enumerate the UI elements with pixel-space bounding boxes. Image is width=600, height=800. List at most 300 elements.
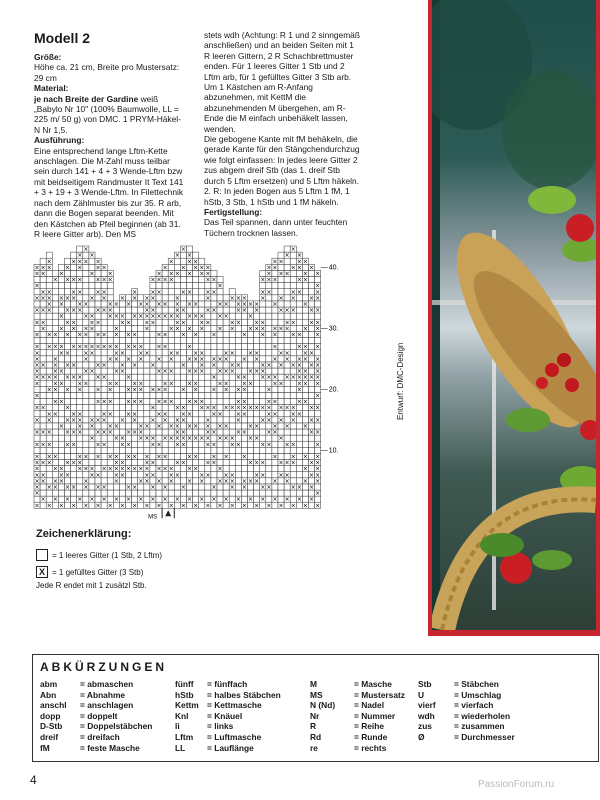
filled-cell-mark: × <box>205 319 211 327</box>
filled-cell-mark: × <box>71 325 77 333</box>
filled-cell-mark: × <box>77 423 83 430</box>
abbreviation-key: li <box>175 721 180 732</box>
chart-cell <box>217 277 223 283</box>
filled-cell-mark: × <box>217 282 223 290</box>
chart-cell <box>144 496 150 502</box>
filled-cell-mark: × <box>205 294 211 302</box>
chart-cell <box>107 490 113 496</box>
chart-cell <box>174 380 180 386</box>
chart-cell <box>223 325 229 331</box>
filled-cell-mark: × <box>315 374 321 382</box>
chart-cell <box>248 417 254 423</box>
filled-cell-mark: × <box>101 429 107 437</box>
chart-cell <box>254 344 260 350</box>
filled-cell-mark: × <box>309 429 315 437</box>
filled-cell-mark: × <box>229 362 235 369</box>
chart-cell <box>266 356 272 362</box>
chart-cell <box>217 338 223 344</box>
chart-cell <box>89 411 95 417</box>
filled-cell-mark: × <box>34 465 40 473</box>
filled-cell-mark: × <box>95 276 101 284</box>
instructions-text-1: stets wdh (Achtung: R 1 und 2 sinngemäß anschließen) und an beiden Seiten mit 1 R leeren Gittern, 2 R Schachbrettmuster enden. Für 1 leeres Gitter 1 Stb und 2 Lftm arb, für 1 gefülltes Gitter 3 Stb arb. Um 1 Kästchen am R-Anfang abzunehmen, mit KettM die abzunehmenden M übergehen, am R-Ende die M einfach unbehäkelt lassen, wenden. <box>204 30 360 134</box>
filled-cell-mark: × <box>119 349 125 357</box>
filled-cell-mark: × <box>229 368 235 376</box>
chart-cell <box>71 453 77 459</box>
filled-cell-mark: × <box>40 288 46 296</box>
filled-cell-mark: × <box>107 465 113 473</box>
chart-cell <box>119 411 125 417</box>
filled-cell-mark: × <box>296 355 302 363</box>
filled-cell-mark: × <box>52 465 58 473</box>
filled-cell-mark: × <box>107 386 113 394</box>
chart-cell <box>83 435 89 441</box>
chart-cell <box>40 283 46 289</box>
filled-cell-mark: × <box>229 435 235 443</box>
abbreviation-entry <box>418 711 515 722</box>
abbreviation-key: abm <box>40 679 58 689</box>
chart-cell <box>71 399 77 405</box>
chart-cell <box>156 325 162 331</box>
filled-cell-mark: × <box>132 429 138 437</box>
chart-cell <box>290 283 296 289</box>
chart-cell <box>168 338 174 344</box>
chart-cell <box>144 344 150 350</box>
chart-cell <box>107 331 113 337</box>
chart-cell <box>58 490 64 496</box>
filled-cell-mark: × <box>254 459 260 467</box>
chart-cell <box>46 319 52 325</box>
chart-cell <box>119 307 125 313</box>
filled-cell-mark: × <box>150 435 156 443</box>
filled-cell-mark: × <box>254 477 260 485</box>
filled-cell-mark: × <box>89 465 95 473</box>
chart-cell <box>168 490 174 496</box>
chart-cell <box>168 417 174 423</box>
chart-cell <box>138 325 144 331</box>
filled-cell-mark: × <box>235 362 241 369</box>
filled-cell-mark: × <box>272 331 278 339</box>
chart-cell <box>290 472 296 478</box>
instructions-column-1 <box>34 52 186 239</box>
filled-cell-mark: × <box>107 355 113 363</box>
filled-cell-mark: × <box>290 374 296 382</box>
filled-cell-mark: × <box>138 386 144 394</box>
filled-cell-mark: × <box>58 477 64 485</box>
chart-cell <box>132 496 138 502</box>
filled-cell-mark: × <box>211 453 217 461</box>
filled-cell-mark: × <box>113 471 119 479</box>
filled-cell-mark: × <box>77 252 83 260</box>
filled-cell-mark: × <box>315 288 321 296</box>
filled-cell-mark: × <box>58 294 64 302</box>
filled-cell-mark: × <box>217 435 223 443</box>
chart-cell <box>217 453 223 459</box>
chart-cell <box>199 289 205 295</box>
chart-cell <box>302 411 308 417</box>
filled-cell-mark: × <box>52 484 58 491</box>
filled-cell-mark: × <box>83 258 89 266</box>
filled-cell-mark: × <box>89 368 95 376</box>
filled-cell-mark: × <box>180 459 186 467</box>
filled-cell-mark: × <box>83 301 89 308</box>
chart-cell <box>260 429 266 435</box>
filled-cell-mark: × <box>34 349 40 357</box>
chart-cell <box>193 252 199 258</box>
filled-cell-mark: × <box>174 294 180 302</box>
filled-cell-mark: × <box>101 294 107 302</box>
filled-cell-mark: × <box>83 453 89 461</box>
abbreviation-key: Kettm <box>175 700 199 711</box>
filled-cell-mark: × <box>162 435 168 443</box>
filled-cell-mark: × <box>71 258 77 266</box>
filled-cell-mark: × <box>168 423 174 430</box>
chart-cell <box>205 331 211 337</box>
filled-cell-mark: × <box>34 362 40 369</box>
filled-cell-mark: × <box>315 270 321 278</box>
filled-cell-mark: × <box>315 368 321 376</box>
filled-cell-mark: × <box>113 435 119 443</box>
chart-cell <box>83 429 89 435</box>
filled-cell-mark: × <box>156 398 162 406</box>
chart-cell <box>168 496 174 502</box>
filled-cell-mark: × <box>223 355 229 363</box>
filled-cell-mark: × <box>83 313 89 321</box>
filled-cell-mark: × <box>309 264 315 272</box>
filled-cell-mark: × <box>168 435 174 443</box>
chart-cell <box>296 466 302 472</box>
filled-cell-mark: × <box>150 313 156 321</box>
filled-cell-mark: × <box>266 288 272 296</box>
filled-cell-mark: × <box>77 258 83 266</box>
chart-cell <box>272 313 278 319</box>
filled-cell-mark: × <box>296 374 302 382</box>
filled-cell-mark: × <box>211 429 217 437</box>
chart-cell <box>132 374 138 380</box>
chart-cell <box>290 356 296 362</box>
filled-cell-mark: × <box>290 404 296 412</box>
filled-cell-mark: × <box>77 331 83 339</box>
chart-cell <box>229 417 235 423</box>
chart-cell <box>284 435 290 441</box>
filled-cell-mark: × <box>174 270 180 278</box>
chart-cell <box>132 447 138 453</box>
filled-cell-mark: × <box>205 307 211 315</box>
filled-cell-mark: × <box>126 331 132 339</box>
filled-cell-mark: × <box>34 441 40 449</box>
filled-cell-mark: × <box>89 325 95 333</box>
filled-cell-mark: × <box>217 477 223 485</box>
filled-cell-mark: × <box>34 270 40 278</box>
filled-cell-mark: × <box>83 325 89 333</box>
chart-cell <box>254 392 260 398</box>
filled-cell-mark: × <box>40 459 46 467</box>
chart-cell <box>95 301 101 307</box>
filled-cell-mark: × <box>187 423 193 430</box>
filled-cell-mark: × <box>46 429 52 437</box>
filled-cell-mark: × <box>89 313 95 321</box>
chart-cell <box>241 441 247 447</box>
chart-cell <box>211 423 217 429</box>
filled-cell-mark: × <box>174 325 180 333</box>
chart-cell <box>138 338 144 344</box>
chart-cell <box>174 344 180 350</box>
chart-cell <box>290 496 296 502</box>
abbreviation-meaning: = Durchmesser <box>454 731 515 742</box>
filled-cell-mark: × <box>119 471 125 479</box>
chart-cell <box>162 478 168 484</box>
filled-cell-mark: × <box>223 380 229 388</box>
chart-cell <box>296 460 302 466</box>
filled-cell-mark: × <box>65 319 71 327</box>
finishing-text: Das Teil spannen, dann unter feuchten Tüchern trocknen lassen. <box>204 217 348 238</box>
filled-cell-mark: × <box>187 435 193 443</box>
filled-cell-mark: × <box>168 465 174 473</box>
filled-cell-mark: × <box>211 386 217 394</box>
chart-cell <box>266 325 272 331</box>
filled-cell-mark: × <box>174 435 180 443</box>
chart-cell <box>302 447 308 453</box>
chart-cell <box>168 344 174 350</box>
filled-cell-mark: × <box>95 307 101 315</box>
filled-cell-mark: × <box>168 313 174 321</box>
filled-cell-mark: × <box>113 325 119 333</box>
filled-cell-mark: × <box>156 313 162 321</box>
filled-cell-mark: × <box>65 471 71 479</box>
filled-cell-mark: × <box>315 362 321 369</box>
filled-cell-mark: × <box>156 343 162 351</box>
filled-cell-mark: × <box>71 459 77 467</box>
filled-cell-mark: × <box>119 319 125 327</box>
chart-cell <box>260 435 266 441</box>
chart-cell <box>83 417 89 423</box>
chart-cell <box>260 350 266 356</box>
chart-cell <box>71 386 77 392</box>
filled-cell-mark: × <box>156 410 162 418</box>
filled-cell-mark: × <box>40 270 46 278</box>
filled-cell-mark: × <box>211 410 217 418</box>
abbreviation-key: Knl <box>175 710 189 721</box>
abbreviation-entry <box>310 721 405 732</box>
chart-cell <box>156 496 162 502</box>
filled-cell-mark: × <box>65 484 71 491</box>
abbreviation-key: re <box>310 742 318 753</box>
filled-cell-mark: × <box>77 307 83 315</box>
abbreviation-key: zus <box>418 721 432 732</box>
abbreviation-meaning: = Umschlag <box>454 689 502 700</box>
chart-cell <box>278 344 284 350</box>
chart-cell <box>150 429 156 435</box>
chart-cell <box>254 490 260 496</box>
filled-cell-mark: × <box>113 331 119 339</box>
chart-cell <box>211 399 217 405</box>
chart-cell <box>46 325 52 331</box>
filled-cell-mark: × <box>113 459 119 467</box>
filled-cell-mark: × <box>83 349 89 357</box>
chart-cell <box>107 496 113 502</box>
chart-cell <box>101 325 107 331</box>
filled-cell-mark: × <box>272 301 278 308</box>
filled-cell-mark: × <box>187 380 193 388</box>
filled-cell-mark: × <box>162 313 168 321</box>
filled-cell-mark: × <box>205 404 211 412</box>
filled-cell-mark: × <box>65 349 71 357</box>
instructions-text-2: Die gebogene Kante mit fM behäkeln, die gerade Kante für den Stängchendurchzug wie folgt einfassen: In jedes leere Gitter 2 zus abgem dreif Stb (das 1. dreif Stb durch 5 Lftm ersetzen) und 5 Lftm häkeln. 2. R: In jeden Bogen aus 5 Lftm 1 fM, 1 hStb, 3 Stb, 1 hStb und 1 fM häkeln. <box>204 134 360 207</box>
filled-cell-mark: × <box>46 301 52 308</box>
chart-cell <box>254 380 260 386</box>
chart-cell <box>266 460 272 466</box>
filled-cell-mark: × <box>58 368 64 376</box>
filled-cell-mark: × <box>77 496 83 504</box>
chart-cell <box>113 392 119 398</box>
chart-cell <box>296 307 302 313</box>
filled-cell-mark: × <box>241 429 247 437</box>
chart-cell <box>138 453 144 459</box>
filled-cell-mark: × <box>241 502 247 510</box>
chart-cell <box>284 417 290 423</box>
chart-cell <box>77 368 83 374</box>
filled-cell-mark: × <box>187 453 193 461</box>
chart-cell <box>58 264 64 270</box>
filled-cell-mark: × <box>168 477 174 485</box>
chart-cell <box>46 399 52 405</box>
chart-cell <box>144 338 150 344</box>
filled-cell-mark: × <box>248 368 254 376</box>
filled-cell-mark: × <box>217 423 223 430</box>
chart-cell <box>101 478 107 484</box>
filled-cell-mark: × <box>235 319 241 327</box>
filled-cell-mark: × <box>34 502 40 510</box>
filled-cell-mark: × <box>315 471 321 479</box>
chart-cell <box>65 258 71 264</box>
chart-cell <box>309 447 315 453</box>
filled-cell-mark: × <box>138 343 144 351</box>
chart-cell <box>229 307 235 313</box>
filled-cell-mark: × <box>211 441 217 449</box>
filled-cell-mark: × <box>217 355 223 363</box>
chart-cell <box>278 399 284 405</box>
filled-cell-mark: × <box>235 301 241 308</box>
filled-cell-mark: × <box>223 477 229 485</box>
filled-cell-mark: × <box>77 374 83 382</box>
filled-cell-mark: × <box>254 471 260 479</box>
chart-cell <box>144 362 150 368</box>
filled-cell-mark: × <box>260 404 266 412</box>
chart-cell <box>52 307 58 313</box>
filled-cell-mark: × <box>101 416 107 424</box>
chart-cell <box>132 325 138 331</box>
filled-cell-mark: × <box>83 477 89 485</box>
chart-cell <box>278 447 284 453</box>
filled-cell-mark: × <box>162 264 168 272</box>
abbreviations-column <box>40 679 152 753</box>
filled-cell-mark: × <box>138 477 144 485</box>
chart-cell <box>217 496 223 502</box>
filled-cell-mark: × <box>193 386 199 394</box>
filled-cell-mark: × <box>217 301 223 308</box>
filled-cell-mark: × <box>144 349 150 357</box>
filled-cell-mark: × <box>302 423 308 430</box>
abbreviation-entry <box>310 743 405 754</box>
chart-cell <box>309 441 315 447</box>
chart-cell <box>260 453 266 459</box>
chart-cell <box>199 258 205 264</box>
chart-cell <box>248 447 254 453</box>
filled-cell-mark: × <box>180 429 186 437</box>
chart-cell <box>107 368 113 374</box>
abbreviation-key: fünff <box>175 679 194 689</box>
filled-cell-mark: × <box>150 404 156 412</box>
filled-cell-mark: × <box>241 307 247 315</box>
chart-cell <box>107 338 113 344</box>
filled-cell-mark: × <box>223 349 229 357</box>
chart-cell <box>278 289 284 295</box>
chart-cell <box>235 350 241 356</box>
filled-cell-mark: × <box>46 441 52 449</box>
chart-cell <box>150 380 156 386</box>
filled-cell-mark: × <box>193 453 199 461</box>
chart-cell <box>113 411 119 417</box>
filled-cell-mark: × <box>101 484 107 491</box>
filled-cell-mark: × <box>138 380 144 388</box>
filled-cell-mark: × <box>71 441 77 449</box>
chart-cell <box>46 478 52 484</box>
chart-cell <box>278 252 284 258</box>
filled-cell-mark: × <box>71 410 77 418</box>
filled-cell-mark: × <box>95 319 101 327</box>
chart-cell <box>205 380 211 386</box>
chart-cell <box>199 423 205 429</box>
filled-cell-mark: × <box>290 416 296 424</box>
chart-cell <box>58 338 64 344</box>
abbreviation-meaning: = Reihe <box>354 721 385 732</box>
filled-cell-mark: × <box>290 410 296 418</box>
filled-cell-mark: × <box>199 355 205 363</box>
filled-cell-mark: × <box>266 416 272 424</box>
chart-cell <box>290 435 296 441</box>
filled-cell-mark: × <box>254 423 260 430</box>
filled-cell-mark: × <box>132 398 138 406</box>
filled-cell-mark: × <box>52 362 58 369</box>
filled-cell-mark: × <box>199 477 205 485</box>
chart-cell <box>83 277 89 283</box>
filled-cell-mark: × <box>290 246 296 254</box>
filled-cell-mark: × <box>187 270 193 278</box>
filled-cell-mark: × <box>260 484 266 491</box>
chart-cell <box>65 344 71 350</box>
chart-cell <box>199 295 205 301</box>
filled-cell-mark: × <box>278 307 284 315</box>
filled-cell-mark: × <box>302 270 308 278</box>
filled-cell-mark: × <box>101 362 107 369</box>
filled-cell-mark: × <box>241 355 247 363</box>
filled-cell-mark: × <box>101 276 107 284</box>
filled-cell-mark: × <box>199 368 205 376</box>
chart-cell <box>290 350 296 356</box>
filled-cell-mark: × <box>266 276 272 284</box>
chart-cell <box>107 478 113 484</box>
chart-cell <box>223 295 229 301</box>
filled-cell-mark: × <box>132 362 138 369</box>
abbreviation-entry <box>40 700 152 711</box>
filled-cell-mark: × <box>156 331 162 339</box>
filled-cell-mark: × <box>193 349 199 357</box>
chart-cell <box>272 295 278 301</box>
filled-cell-mark: × <box>168 368 174 376</box>
chart-cell <box>193 289 199 295</box>
chart-cell <box>162 295 168 301</box>
filled-cell-mark: × <box>52 410 58 418</box>
filled-cell-mark: × <box>302 349 308 357</box>
